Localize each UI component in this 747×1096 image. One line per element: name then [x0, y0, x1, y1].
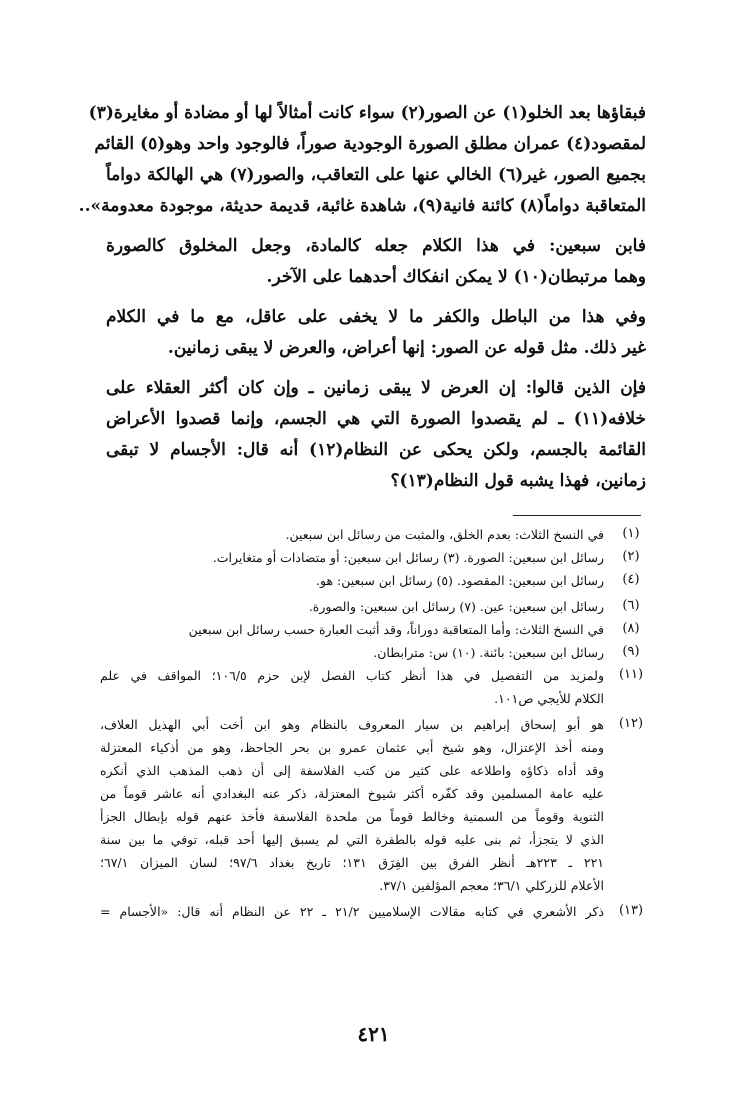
footnote-line: الذي لا يتجزأ، ثم بنى عليه قوله بالطفرة التي لم يسبق إليها أحد قبله، توفي ما بين سنة [100, 832, 604, 847]
paragraph-2 [106, 231, 646, 293]
text-line: المتعاقبة دواماً(٨) كائنة فانية(٩)، شاهدة غائبة، قديمة حديثة، موجودة معدومة».. [78, 196, 646, 216]
footnote-line: رسائل ابن سبعين: المقصود. (٥) رسائل ابن سبعين: هو. [316, 573, 604, 588]
text-line: وهما مرتبطان(١٠) لا يمكن انفكاك أحدهما على الآخر. [266, 267, 646, 287]
footnote-number: (٢) [622, 549, 640, 564]
footnotes [100, 523, 652, 923]
footnote-line: ذكر الأشعري في كتابه مقالات الإسلاميين ٢١/٢ ـ ٢٢ عن النظام أنه قال: «الأجسام = [100, 904, 604, 919]
footnote-number: (٤) [622, 572, 640, 587]
footnote-line: وقد أداه ذكاؤه واطلاعه على كثير من كتب الفلاسفة إلى أن ذهب المذهب الذي أنكره [100, 763, 604, 778]
footnote-number: (١٢) [618, 716, 644, 731]
footnote-line: رسائل ابن سبعين: عين. (٧) رسائل ابن سبعين: والصورة. [308, 599, 604, 614]
main-text [78, 98, 646, 497]
footnote-number: (١١) [618, 667, 644, 682]
footnote-number: (٦) [622, 598, 640, 613]
footnote-number: (٨) [622, 621, 640, 636]
text-line: خلافه(١١) ـ لم يقصدوا الصورة التي هي الجسم، وإنما قصدوا الأعراض [106, 409, 646, 429]
footnote-divider [513, 515, 641, 516]
paragraph-4 [106, 373, 646, 497]
footnote-13 [100, 900, 652, 923]
footnote-line: الأعلام للزركلي ٣٦/١؛ معجم المؤلفين ٣٧/١. [379, 878, 604, 893]
paragraph-1 [78, 98, 646, 222]
footnote-number: (١) [622, 526, 640, 541]
text-line: فابن سبعين: في هذا الكلام جعله كالمادة، وجعل المخلوق كالصورة [106, 236, 646, 256]
footnote-line: هو أبو إسحاق إبراهيم بن سيار المعروف بالنظام وهو ابن أخت أبي الهذيل العلاف، [100, 717, 604, 732]
footnote-11 [100, 664, 652, 710]
text-line: لمقصود(٤) عمران مطلق الصورة الوجودية صوراً، فالوجود واحد وهو(٥) القائم [94, 134, 646, 154]
footnote-line: ولمزيد من التفصيل في هذا أنظر كتاب الفصل لإبن حزم ١٠٦/٥؛ المواقف في علم [100, 668, 604, 683]
paragraph-3 [106, 302, 646, 364]
footnote-line: رسائل ابن سبعين: الصورة. (٣) رسائل ابن سبعين: أو متضادات أو متغايرات. [212, 550, 604, 565]
footnote-line: الثنوية وقوماً من السمنية وخالط قوماً من ملحدة الفلاسفة فأخذ عنهم قوله بإبطال الجزأ [100, 809, 604, 824]
footnote-1 [100, 523, 652, 546]
footnote-8 [100, 618, 652, 641]
text-line: القائمة بالجسم، ولكن يحكى عن النظام(١٢) أنه قال: الأجسام لا تبقى [106, 440, 646, 460]
footnote-line: ومنه أخذ الإعتزال، وهو شيخ أبي عثمان عمرو بن بحر الجاحظ، وهو من أذكياء المعتزلة [100, 740, 604, 755]
page-number: ٤٢١ [357, 1022, 390, 1046]
footnote-number: (٩) [622, 644, 640, 659]
footnote-2 [100, 546, 652, 569]
footnote-9 [100, 641, 652, 664]
text-line: بجميع الصور، غير(٦) الخالي عنها على التعاقب، والصور(٧) هي الهالكة دواماً [106, 165, 646, 185]
text-line: زمانين، فهذا يشبه قول النظام(١٣)؟ [390, 471, 646, 491]
footnote-4 [100, 569, 652, 592]
text-line: فإن الذين قالوا: إن العرض لا يبقى زمانين ـ وإن كان أكثر العقلاء على [106, 378, 646, 398]
footnote-line: في النسخ الثلاث: بعدم الخلق، والمثبت من رسائل ابن سبعين. [285, 527, 604, 542]
text-line: غير ذلك. مثل قوله عن الصور: إنها أعراض، والعرض لا يبقى زمانين. [167, 338, 646, 358]
footnote-line: في النسخ الثلاث: وأما المتعاقبة دوراناً، وقد أثبت العبارة حسب رسائل ابن سبعين [188, 622, 604, 637]
footnote-line: الكلام للأيجي ص١٠١. [494, 691, 604, 706]
footnote-line: رسائل ابن سبعين: بائنة. (١٠) س: مترابطان. [373, 645, 604, 660]
footnote-12 [100, 713, 652, 897]
footnote-number: (١٣) [618, 903, 644, 918]
footnote-6 [100, 595, 652, 618]
text-line: فبقاؤها بعد الخلو(١) عن الصور(٢) سواء كانت أمثالاً لها أو مضادة أو مغايرة(٣) [88, 103, 646, 123]
footnote-line: ٢٢١ ـ ٢٢٣هـ أنظر الفرق بين الفِرَق ١٣١؛ تاريخ بغداد ٩٧/٦؛ لسان الميزان ٦٧/١؛ [100, 855, 605, 870]
footnote-line: عليه عامة المسلمين وقد كفّره أكثر شيوخ المعتزلة، ذكر عنه البغدادي أنه عاشر قوماً من [100, 786, 604, 801]
text-line: وفي هذا من الباطل والكفر ما لا يخفى على عاقل، مع ما في الكلام [106, 307, 646, 327]
